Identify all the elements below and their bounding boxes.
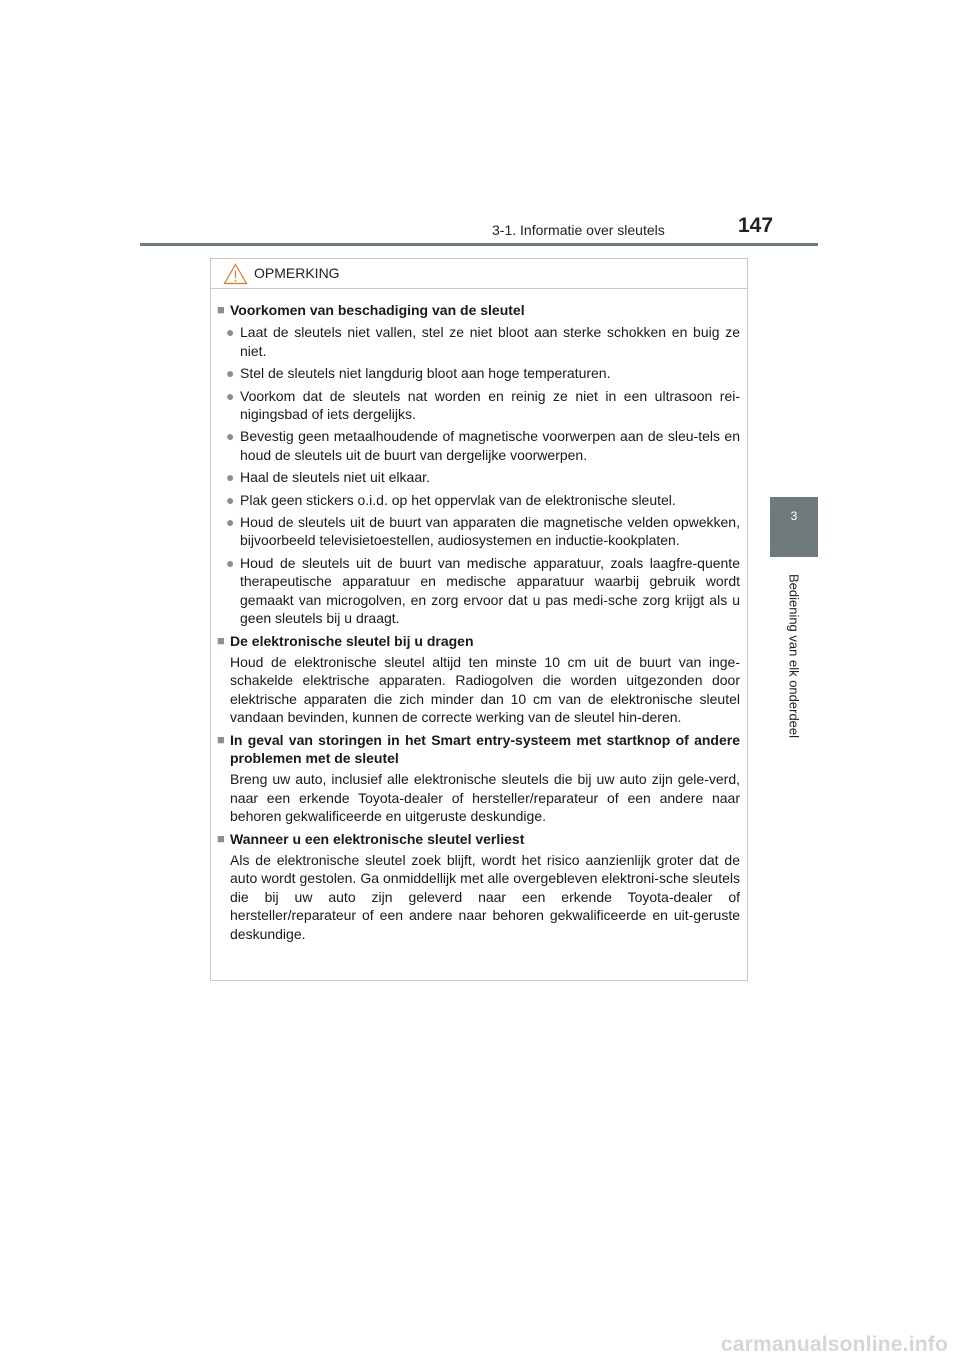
square-bullet-icon: ■	[217, 731, 225, 747]
circle-bullet-icon: ●	[226, 554, 235, 571]
list-item: ● Houd de sleutels uit de buurt van apparaten die magnetische velden opwekken, bijvoorbeeld televisietoestellen, audiosystemen en inductie-kookplaten.	[226, 514, 740, 549]
section-heading: ■ De elektronische sleutel bij u dragen	[217, 632, 474, 649]
section-paragraph: Als de elektronische sleutel zoek blijft, wordt het risico aanzienlijk groter dat de auto wordt gestolen. Ga onmiddellijk met alle overgebleven elektroni-sche sleutels die bij uw auto zijn geleverd naar een erkende Toyota-dealer of hersteller/reparateur of een andere naar behoren gekwalificeerde en uit-geruste deskundige.	[230, 851, 740, 942]
circle-bullet-icon: ●	[226, 491, 235, 508]
chapter-tab	[770, 497, 818, 557]
section-heading: ■ Voorkomen van beschadiging van de sleutel	[217, 302, 525, 318]
header-rule	[140, 243, 818, 246]
section-malfunction	[217, 731, 740, 826]
circle-bullet-icon: ●	[226, 387, 235, 404]
square-bullet-icon: ■	[217, 830, 225, 846]
notice-body	[211, 289, 747, 943]
section-paragraph: Houd de elektronische sleutel altijd ten minste 10 cm uit de buurt van inge-schakelde elektrische apparaten. Radiogolven die worden uitgezonden door elektrische apparaten die zich minder dan 10 cm van de elektronische sleutel vandaan bevinden, kunnen de correcte werking van de sleutel hin-deren.	[230, 653, 740, 726]
circle-bullet-icon: ●	[226, 514, 235, 531]
notice-header	[211, 259, 747, 289]
circle-bullet-icon: ●	[226, 324, 235, 341]
page-number: 147	[738, 214, 774, 237]
section-lost-key	[217, 830, 740, 943]
chapter-side-title: Bediening van elk onderdeel	[786, 573, 802, 739]
section-title: 3-1. Informatie over sleutels	[492, 222, 665, 238]
section-carrying-key	[217, 632, 740, 727]
circle-bullet-icon: ●	[226, 428, 235, 445]
list-item: ● Bevestig geen metaalhoudende of magnetische voorwerpen aan de sleu-tels en houd de sleutels uit de buurt van dergelijke voorwerpen.	[226, 428, 740, 463]
notice-box	[210, 258, 748, 981]
watermark: carmanualsonline.info	[720, 1333, 948, 1356]
section-paragraph: Breng uw auto, inclusief alle elektronische sleutels die bij uw auto zijn gele-verd, naar een erkende Toyota-dealer of hersteller/reparateur of een andere naar behoren gekwalificeerde en uitgeruste deskundige.	[230, 771, 740, 825]
bullet-list	[217, 323, 740, 627]
square-bullet-icon: ■	[217, 302, 225, 317]
notice-title: OPMERKING	[254, 265, 340, 281]
chapter-number: 3	[790, 509, 798, 523]
list-item: ● Plak geen stickers o.i.d. op het oppervlak van de elektronische sleutel.	[226, 491, 676, 508]
square-bullet-icon: ■	[217, 632, 225, 648]
section-damage-prevention	[217, 301, 740, 628]
warning-triangle-icon	[223, 263, 248, 290]
list-item: ● Voorkom dat de sleutels nat worden en reinig ze niet in een ultrasoon rei-nigingsbad of iets dergelijks.	[226, 387, 740, 423]
list-item: ● Houd de sleutels uit de buurt van medische apparatuur, zoals laagfre-quente therapeutische apparatuur en medische apparatuur waarbij gebruik wordt gemaakt van microgolven, en zorg ervoor dat u pas medi-sche zorg krijgt als u geen sleutels bij u draagt.	[226, 554, 740, 627]
section-heading: ■ In geval van storingen in het Smart entry-systeem met startknop of andere problemen met de sleutel	[217, 731, 740, 766]
circle-bullet-icon: ●	[226, 365, 235, 382]
list-item: ● Haal de sleutels niet uit elkaar.	[226, 469, 430, 486]
circle-bullet-icon: ●	[226, 469, 235, 486]
section-heading: ■ Wanneer u een elektronische sleutel verliest	[217, 830, 525, 847]
list-item: ● Stel de sleutels niet langdurig bloot aan hoge temperaturen.	[226, 365, 611, 382]
list-item: ● Laat de sleutels niet vallen, stel ze niet bloot aan sterke schokken en buig ze niet.	[226, 324, 740, 359]
